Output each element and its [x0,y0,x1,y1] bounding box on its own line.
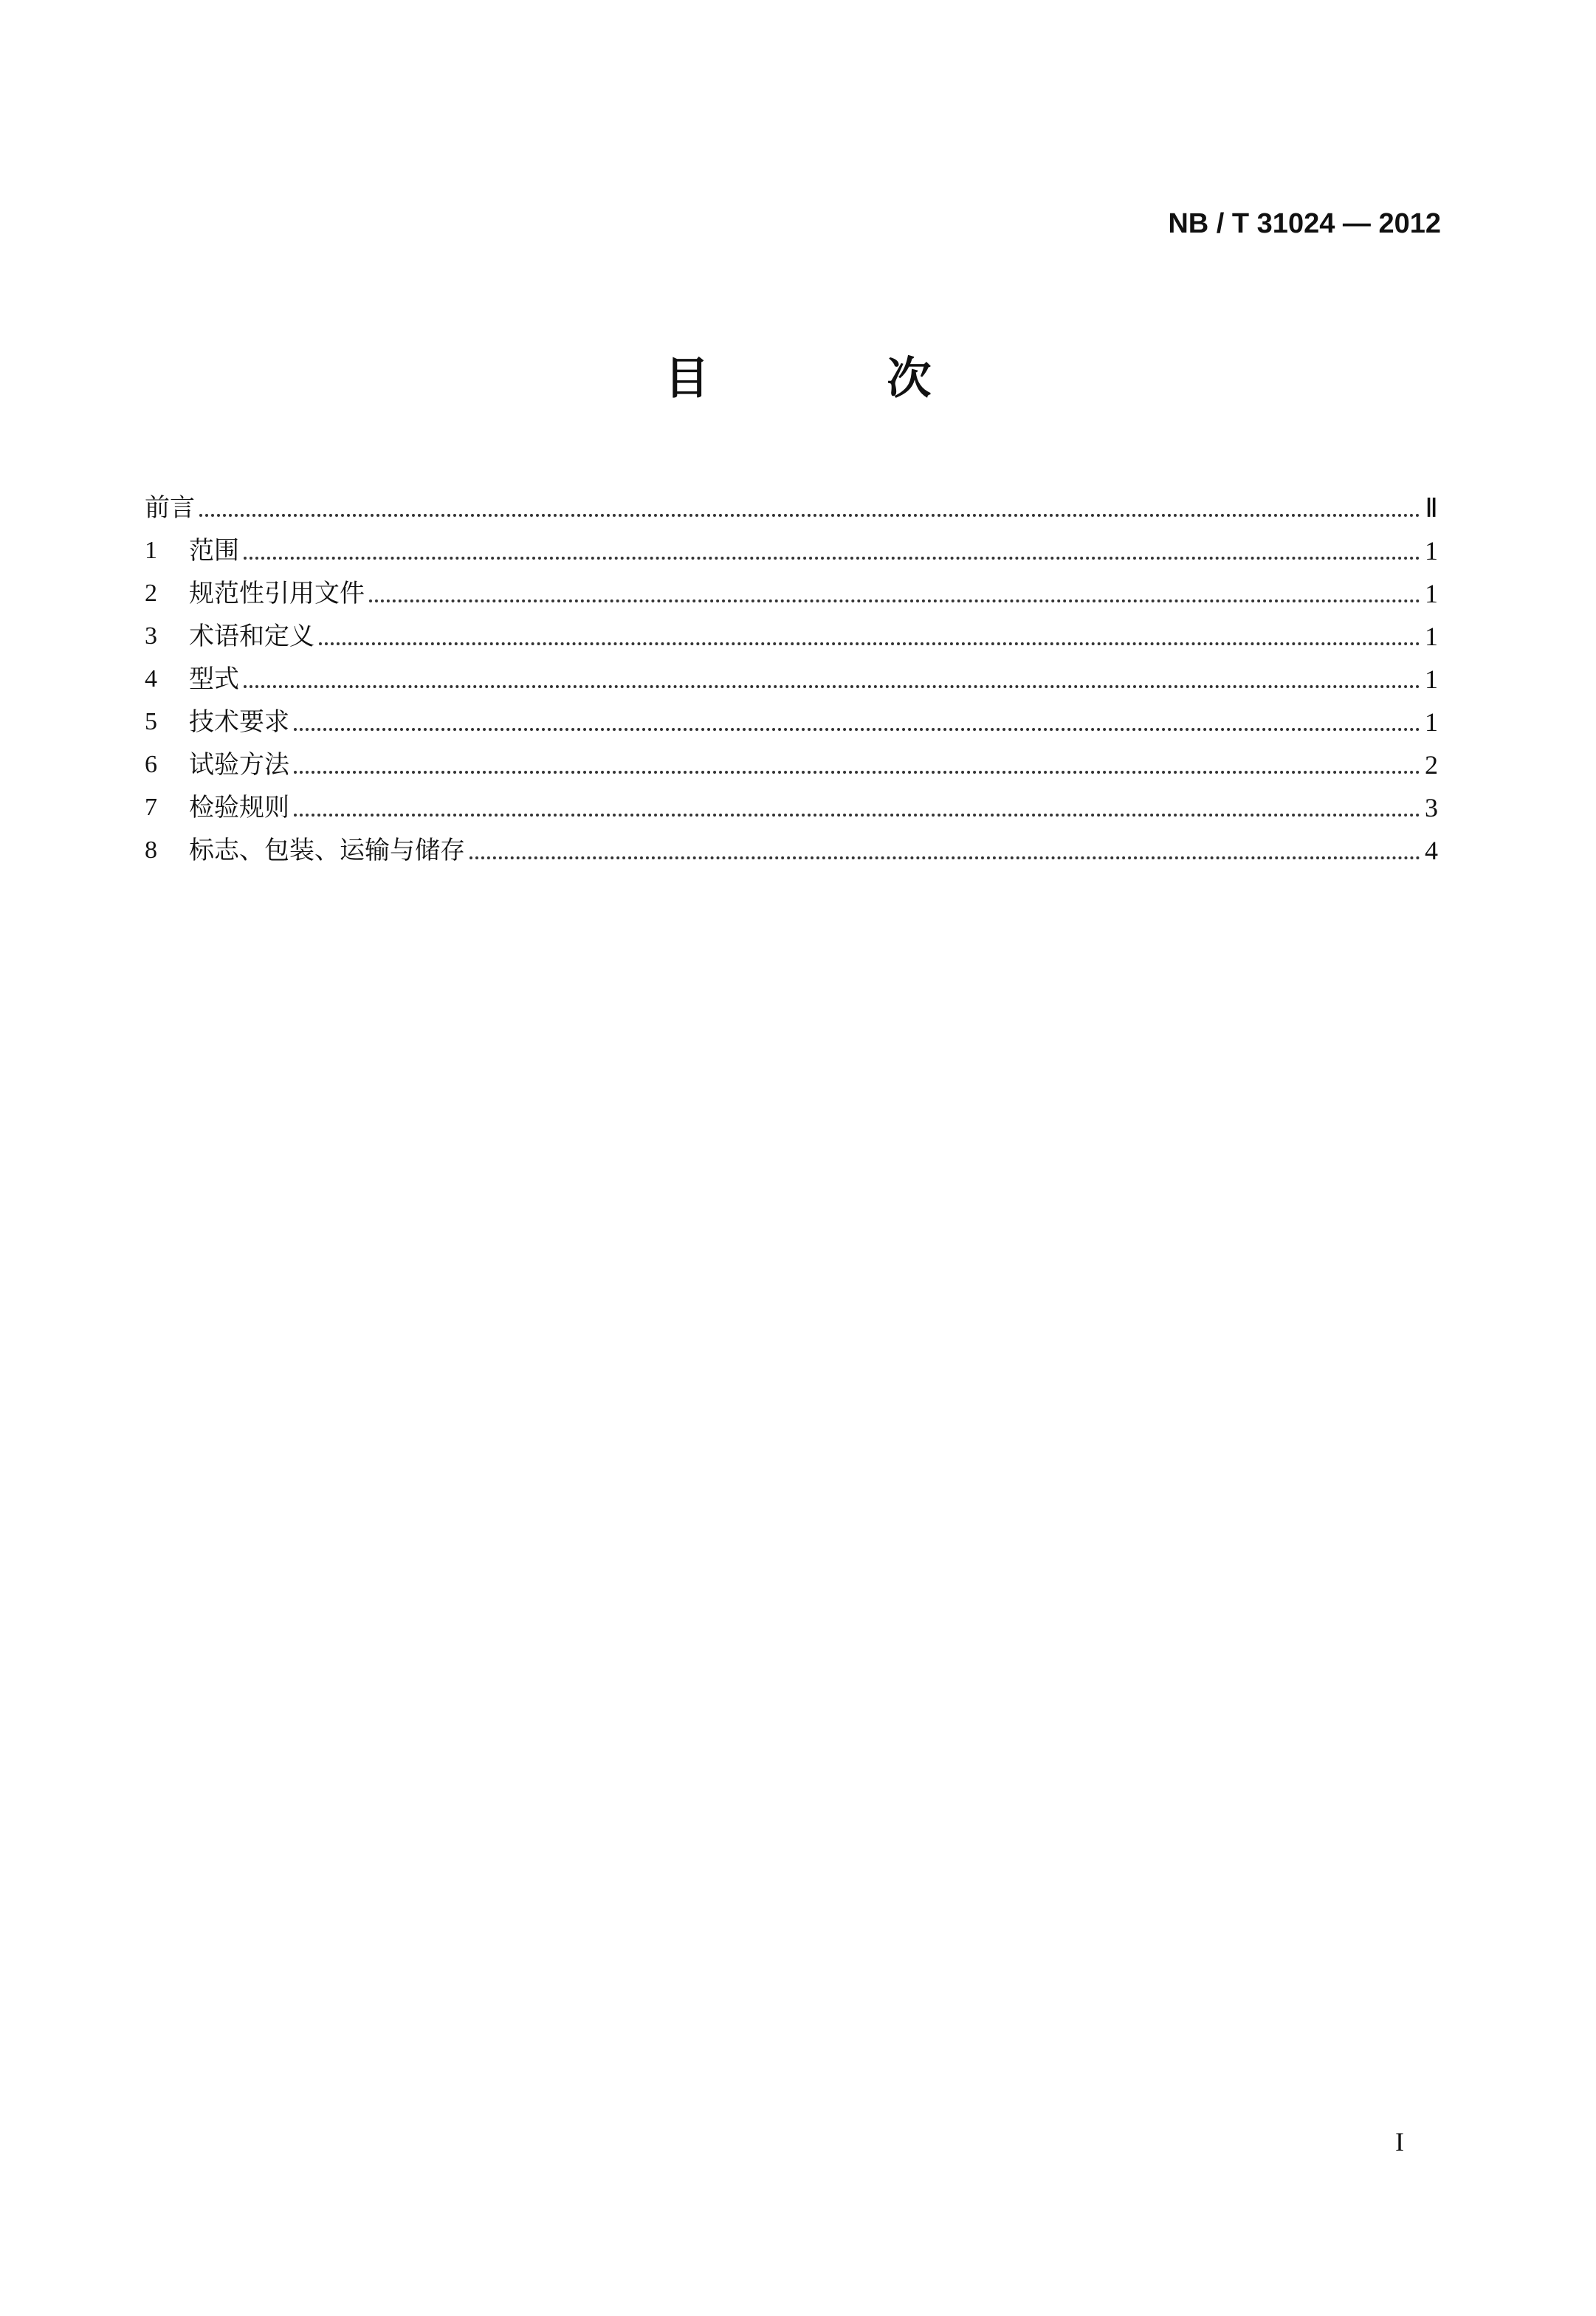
toc-entry-page: 2 [1425,750,1438,780]
toc-entry-terms-definitions[interactable] [145,608,1438,651]
toc-entry-page: 1 [1425,622,1438,651]
toc-dot-leader [294,814,1420,817]
toc-entry-number: 8 [145,836,157,864]
toc-entry-label: 检验规则 [189,793,289,822]
toc-entry-page: Ⅱ [1425,493,1438,523]
toc-dot-leader [369,599,1420,602]
toc-entry-label: 型式 [189,664,239,694]
toc-dot-leader [469,856,1420,859]
toc-entry-page: 1 [1425,707,1438,737]
page-number: I [1395,2127,1404,2157]
toc-dot-leader [294,728,1420,731]
toc-entry-number: 3 [145,622,157,650]
toc-entry-number: 5 [145,708,157,735]
toc-entry-number: 1 [145,537,157,564]
toc-entry-number: 2 [145,580,157,607]
toc-entry-label: 规范性引用文件 [189,579,365,608]
toc-entry-scope[interactable] [145,523,1438,566]
toc-entry-inspection-rules[interactable] [145,780,1438,822]
toc-entry-marking-packaging[interactable] [145,822,1438,865]
toc-entry-page: 1 [1425,579,1438,608]
toc-dot-leader [244,685,1420,688]
toc-dot-leader [199,514,1420,517]
toc-entry-normative-references[interactable] [145,566,1438,608]
toc-dot-leader [244,557,1420,560]
toc-dot-leader [294,771,1420,774]
table-of-contents [145,480,1438,865]
toc-entry-type[interactable] [145,651,1438,694]
toc-entry-label: 范围 [189,536,239,566]
toc-entry-technical-requirements[interactable] [145,694,1438,737]
toc-entry-label: 标志、包装、运输与储存 [189,836,465,865]
toc-entry-foreword[interactable] [145,480,1438,523]
toc-entry-number: 4 [145,665,157,693]
toc-entry-page: 3 [1425,793,1438,822]
toc-entry-page: 4 [1425,836,1438,865]
toc-entry-page: 1 [1425,536,1438,566]
toc-entry-number: 7 [145,794,157,821]
toc-entry-page: 1 [1425,664,1438,694]
document-number: NB / T 31024 — 2012 [1168,208,1441,239]
toc-title: 目 次 [664,353,1013,405]
toc-entry-label: 技术要求 [189,707,289,737]
toc-entry-number: 6 [145,751,157,778]
toc-entry-label: 试验方法 [189,750,289,780]
toc-entry-label: 前言 [145,493,195,523]
toc-dot-leader [319,642,1420,645]
toc-entry-test-methods[interactable] [145,737,1438,780]
toc-entry-label: 术语和定义 [189,622,314,651]
